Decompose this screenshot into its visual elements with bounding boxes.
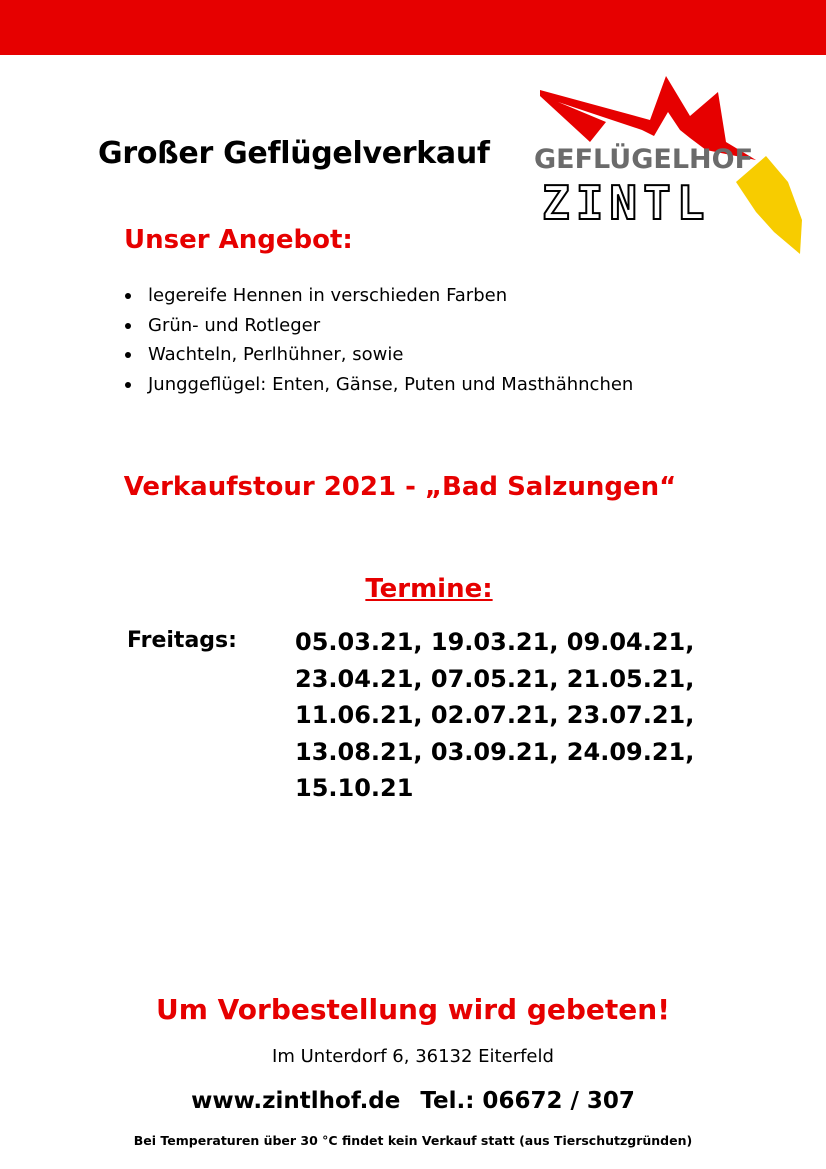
contact-line: [0, 1088, 826, 1114]
preorder-notice: Um Vorbestellung wird gebeten!: [156, 993, 670, 1026]
day-label: Freitags:: [127, 628, 237, 653]
address: Im Unterdorf 6, 36132 Eiterfeld: [272, 1046, 554, 1067]
offer-item: Wachteln, Perlhühner, sowie: [122, 340, 633, 370]
logo-text-main: ZINTL: [542, 176, 711, 230]
temperature-note: Bei Temperaturen über 30 °C findet kein Verkauf statt (aus Tierschutzgründen): [133, 1133, 693, 1148]
offer-item: legereife Hennen in verschieden Farben: [122, 281, 633, 311]
phone-number: Tel.: 06672 / 307: [420, 1088, 635, 1114]
dates-line: 15.10.21: [295, 774, 414, 802]
company-logo: [530, 72, 810, 262]
offer-list: [122, 281, 633, 399]
dates-line: 11.06.21, 02.07.21, 23.07.21,: [295, 701, 695, 729]
offer-item: Junggeflügel: Enten, Gänse, Puten und Masthähnchen: [122, 370, 633, 400]
dates-line: 23.04.21, 07.05.21, 21.05.21,: [295, 664, 695, 693]
offer-item: Grün- und Rotleger: [122, 311, 633, 341]
offer-title: Unser Angebot:: [124, 225, 353, 255]
top-red-bar: [0, 0, 826, 55]
dates-line: 13.08.21, 03.09.21, 24.09.21,: [295, 737, 695, 766]
website-link[interactable]: www.zintlhof.de: [191, 1088, 401, 1114]
logo-text-top: GEFLÜGELHOF: [534, 144, 754, 175]
dates-list: [295, 624, 694, 807]
page-headline: Großer Geflügelverkauf: [98, 136, 490, 171]
dates-line: 05.03.21, 19.03.21, 09.04.21,: [295, 628, 695, 656]
tour-title: Verkaufstour 2021 - „Bad Salzungen“: [123, 472, 677, 502]
dates-title: Termine:: [365, 574, 493, 604]
